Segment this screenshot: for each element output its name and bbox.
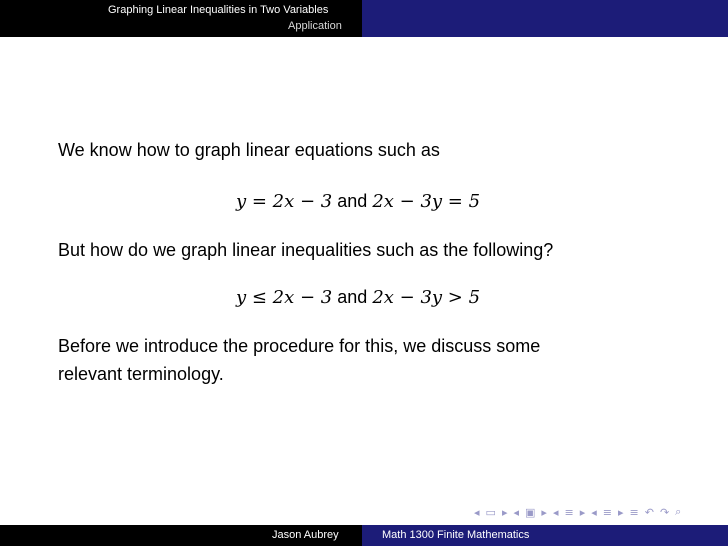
beamer-header — [0, 0, 728, 37]
nav-frame-icon[interactable]: ▭ — [485, 505, 496, 519]
equation-1a: y = 2x − 3 — [235, 191, 333, 212]
nav-prev-doc-icon[interactable]: ◂ — [591, 505, 597, 519]
inequality-2a: y ≤ 2x − 3 — [235, 287, 333, 308]
paragraph-before-line1: Before we introduce the procedure for this, we discuss some — [58, 336, 541, 356]
nav-appendix-icon[interactable]: ≡ — [629, 505, 639, 519]
nav-forward-icon[interactable]: ↷ — [659, 505, 670, 519]
nav-doc-icon[interactable]: ≡ — [602, 505, 612, 519]
nav-prev-subsection-icon[interactable]: ◂ — [513, 505, 519, 519]
equation-1-and: and — [337, 191, 368, 211]
header-left-panel — [0, 0, 362, 37]
nav-next-doc-icon[interactable]: ▸ — [617, 505, 624, 519]
nav-next-frame-icon[interactable]: ▸ — [501, 505, 508, 519]
beamer-navigation-symbols — [474, 505, 714, 519]
nav-prev-frame-icon[interactable]: ◂ — [474, 505, 480, 519]
section-title: Graphing Linear Inequalities in Two Variables — [108, 4, 329, 16]
nav-search-icon[interactable]: ⌕ — [675, 505, 682, 518]
paragraph-before-line2: relevant terminology. — [58, 364, 224, 384]
nav-back-icon[interactable]: ↶ — [644, 505, 654, 519]
course-title: Math 1300 Finite Mathematics — [382, 529, 530, 541]
author-name: Jason Aubrey — [272, 529, 339, 541]
nav-next-section-icon[interactable]: ▸ — [579, 505, 586, 519]
inequality-2b: 2x − 3y > 5 — [372, 287, 481, 308]
footer-left-panel — [0, 525, 362, 546]
inequality-2-and: and — [337, 287, 368, 307]
beamer-footer — [0, 525, 728, 546]
paragraph-intro: We know how to graph linear equations such as — [58, 140, 440, 160]
equation-line-2 — [58, 287, 658, 308]
nav-section-icon[interactable]: ≡ — [564, 505, 574, 519]
nav-prev-section-icon[interactable]: ◂ — [552, 505, 559, 519]
equation-1b: 2x − 3y = 5 — [372, 191, 481, 212]
nav-subsection-icon[interactable]: ▣ — [525, 505, 536, 519]
nav-next-subsection-icon[interactable]: ▸ — [541, 505, 547, 519]
subsection-title: Application — [288, 20, 342, 32]
equation-line-1 — [58, 191, 658, 212]
footer-right-panel — [362, 525, 728, 546]
header-right-panel — [362, 0, 728, 37]
paragraph-question: But how do we graph linear inequalities such as the following? — [58, 240, 554, 260]
